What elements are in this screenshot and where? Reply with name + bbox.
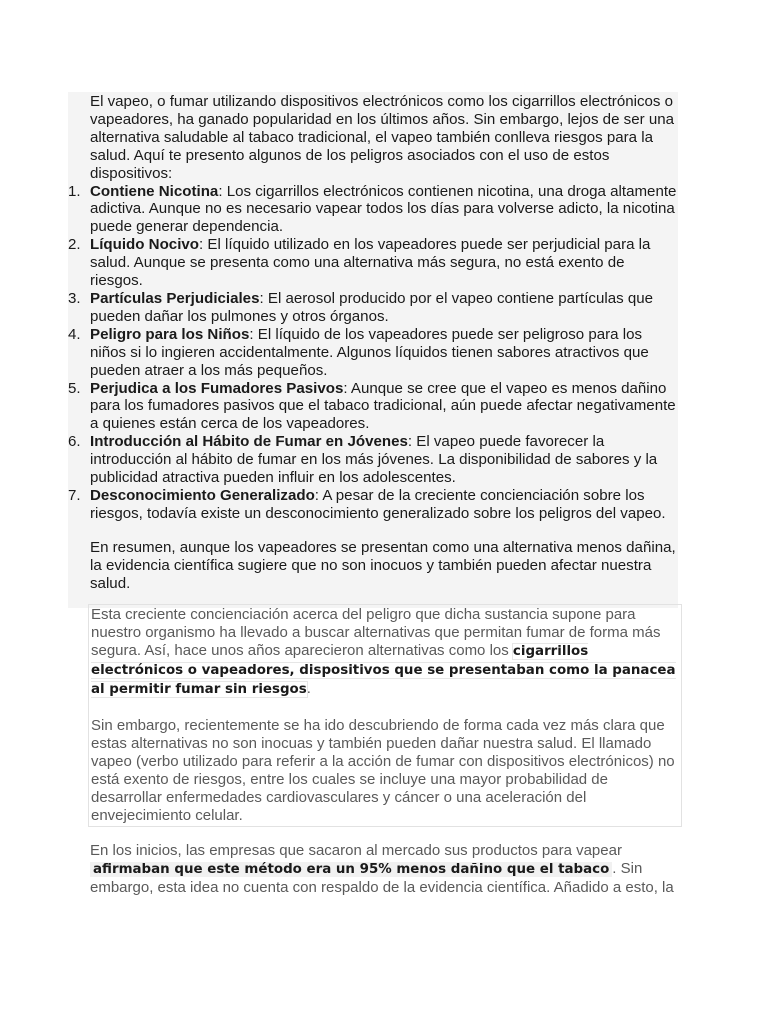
quoted-article-block	[88, 604, 682, 827]
list-item-title: Perjudica a los Fumadores Pasivos	[90, 379, 344, 397]
list-item-title: Introducción al Hábito de Fumar en Jóvenes	[90, 433, 408, 451]
list-item-text: : El vapeo puede favorecer la introducción al hábito de fumar en los más jóvenes. La disponibilidad de sabores y la publicidad atractiva pueden influir en los adolescentes.	[90, 433, 658, 487]
list-item	[68, 380, 678, 434]
article-text: . Sin embargo, esta idea no cuenta con respaldo de la evidencia científica. Añadido a esto, la	[90, 860, 674, 896]
article-text: .	[306, 680, 311, 697]
article-paragraph	[90, 842, 686, 897]
list-item-title: Partículas Perjudiciales	[90, 289, 260, 307]
list-number: 4.	[68, 325, 81, 343]
list-item-text: : A pesar de la creciente concienciación sobre los riesgos, todavía existe un desconocimiento generalizado sobre los peligros del vapeo.	[90, 486, 666, 522]
list-item-text: : El líquido de los vapeadores puede ser peligroso para los niños si lo ingieren accidentalmente. Algunos líquidos tienen sabores atractivos que pueden atraer a los más pequeños.	[90, 325, 649, 379]
list-number: 5.	[68, 379, 81, 397]
summary-paragraph: En resumen, aunque los vapeadores se presentan como una alternativa menos dañina, la evidencia científica sugiere que no son inocuos y también pueden afectar nuestra salud.	[90, 538, 676, 592]
list-item	[68, 326, 678, 380]
highlighted-text: cigarrillos electrónicos o vapeadores, dispositivos que se presentaban como la panacea al permitir fumar sin riesgos	[91, 644, 676, 697]
list-number: 3.	[68, 289, 81, 307]
list-item	[68, 487, 678, 523]
article-text: En los inicios, las empresas que sacaron al mercado sus productos para vapear	[90, 842, 622, 859]
list-item-text: : El líquido utilizado en los vapeadores puede ser perjudicial para la salud. Aunque se presenta como una alternativa más segura, no está exento de riesgos.	[90, 236, 651, 290]
list-item-title: Contiene Nicotina	[90, 182, 219, 200]
list-item-title: Peligro para los Niños	[90, 325, 250, 343]
intro-paragraph: El vapeo, o fumar utilizando dispositivos electrónicos como los cigarrillos electrónicos o vapeadores, ha ganado popularidad en los últimos años. Sin embargo, lejos de ser una alternativa saludable al tabaco tradicional, el vapeo también conlleva riesgos para la salud. Aquí te presento algunos de los peligros asociados con el uso de estos dispositivos:	[90, 93, 675, 182]
dangers-list	[68, 183, 678, 523]
article-continuation	[90, 842, 686, 897]
article-paragraph: Sin embargo, recientemente se ha ido descubriendo de forma cada vez más clara que estas alternativas no son inocuas y también pueden dañar nuestra salud. El llamado vapeo (verbo utilizado para referir a la acción de fumar con dispositivos electrónicos) no está exento de riesgos, entre los cuales se incluye una mayor probabilidad de desarrollar enfermedades cardiovasculares y cáncer o una aceleración del envejecimiento celular.	[91, 717, 675, 824]
list-item-title: Desconocimiento Generalizado	[90, 486, 315, 504]
list-item-text: : El aerosol producido por el vapeo contiene partículas que pueden dañar los pulmones y otros órganos.	[90, 289, 654, 325]
highlighted-text: afirmaban que este método era un 95% menos dañino que el tabaco	[90, 862, 612, 877]
list-item	[68, 183, 678, 237]
list-number: 6.	[68, 433, 81, 451]
list-item-text: : Aunque se cree que el vapeo es menos dañino para los fumadores pasivos que el tabaco tradicional, aún puede afectar negativamente a quienes están cerca de los vapeadores.	[90, 379, 676, 433]
list-number: 7.	[68, 486, 81, 504]
list-item	[68, 290, 678, 326]
list-item	[68, 236, 678, 290]
article-paragraph	[91, 606, 679, 699]
list-item	[68, 433, 678, 487]
list-item-title: Líquido Nocivo	[90, 236, 200, 254]
list-number: 1.	[68, 182, 81, 200]
ai-text-block	[68, 92, 678, 608]
article-text: Esta creciente concienciación acerca del peligro que dicha sustancia supone para nuestro organismo ha llevado a buscar alternativas que permitan fumar de forma más segura. Así, hace unos años aparecieron alternativas como los	[91, 606, 661, 659]
list-number: 2.	[68, 236, 81, 254]
list-item-text: : Los cigarrillos electrónicos contienen nicotina, una droga altamente adictiva. Aunque no es necesario vapear todos los días para volverse adicto, la nicotina puede generar dependencia.	[90, 182, 677, 236]
